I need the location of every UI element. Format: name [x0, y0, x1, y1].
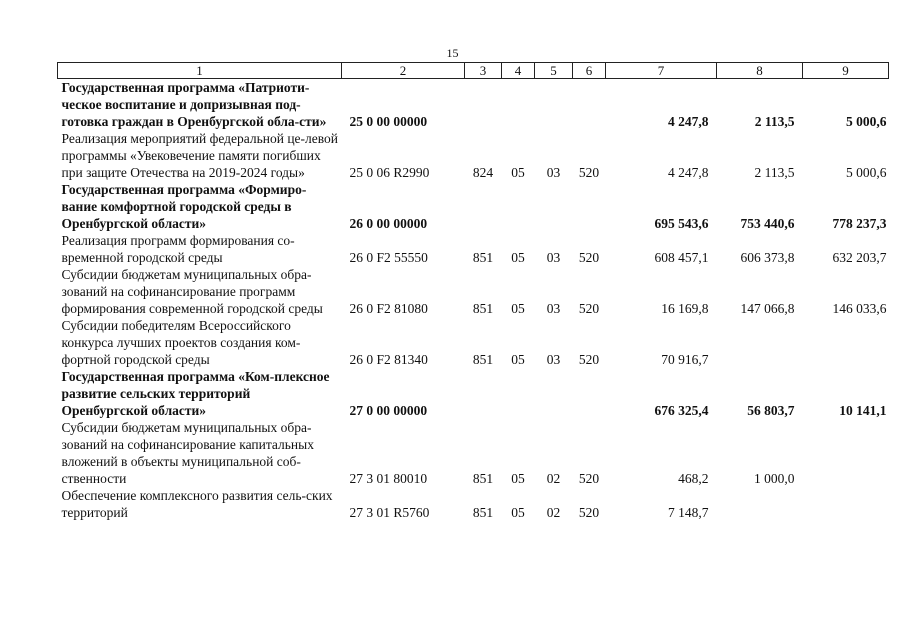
column-header: 3 [465, 63, 502, 79]
row-value-cell: 676 325,4 [654, 403, 709, 418]
row-value-cell [803, 487, 889, 521]
budget-table [57, 62, 889, 521]
row-code-cell: 27 3 01 R5760 [349, 505, 430, 520]
row-expense-type-cell: 520 [578, 505, 600, 520]
row-subsection-cell: 02 [546, 471, 561, 486]
row-code-cell: 25 0 00 00000 [349, 114, 428, 129]
row-name-cell: Реализация мероприятий федеральной це-левой программы «Увековечение памяти погибших при защите Отечества на 2019-2024 годы» [61, 131, 339, 180]
row-code-cell: 25 0 06 R2990 [349, 165, 430, 180]
row-name-cell: Субсидии бюджетам муниципальных обра-зований на софинансирование программ формирования современной городской среды [61, 267, 323, 316]
row-value-cell: 753 440,6 [740, 216, 795, 231]
column-header: 1 [58, 63, 342, 79]
row-expense-type-cell [573, 181, 606, 232]
row-value-cell [717, 317, 803, 368]
row-value-cell: 146 033,6 [832, 301, 887, 316]
row-value-cell: 2 113,5 [754, 165, 795, 180]
row-subsection-cell [535, 368, 573, 419]
row-section-cell: 05 [511, 165, 525, 180]
row-section-cell [502, 79, 535, 131]
row-code-cell: 26 0 F2 55550 [349, 250, 428, 265]
row-section-cell: 05 [511, 301, 525, 316]
row-value-cell: 2 113,5 [754, 114, 795, 129]
row-value-cell: 10 141,1 [839, 403, 887, 418]
table-row [58, 232, 889, 266]
column-header: 6 [573, 63, 606, 79]
row-value-cell: 632 203,7 [832, 250, 887, 265]
row-name-cell: Реализация программ формирования со-временной городской среды [61, 233, 295, 265]
row-value-cell: 5 000,6 [846, 114, 887, 129]
row-expense-type-cell: 520 [578, 250, 600, 265]
row-value-cell: 147 066,8 [740, 301, 795, 316]
row-value-cell: 56 803,7 [747, 403, 795, 418]
row-subsection-cell: 03 [546, 352, 561, 367]
row-value-cell: 778 237,3 [832, 216, 887, 231]
row-section-cell: 05 [511, 471, 525, 486]
row-value-cell: 16 169,8 [661, 301, 709, 316]
table-row [58, 419, 889, 487]
row-grbs-cell: 851 [472, 301, 494, 316]
row-value-cell [803, 317, 889, 368]
row-value-cell: 606 373,8 [740, 250, 795, 265]
row-value-cell: 695 543,6 [654, 216, 709, 231]
row-grbs-cell [465, 368, 502, 419]
row-grbs-cell: 851 [472, 471, 494, 486]
table-row [58, 368, 889, 419]
row-value-cell: 5 000,6 [846, 165, 887, 180]
table-row [58, 130, 889, 181]
table-row [58, 487, 889, 521]
row-value-cell [803, 419, 889, 487]
row-subsection-cell: 03 [546, 301, 561, 316]
row-expense-type-cell: 520 [578, 471, 600, 486]
row-name-cell: Государственная программа «Патриоти-ческое воспитание и допризывная под-готовка граждан в Оренбургской обла-сти» [61, 80, 327, 129]
row-code-cell: 27 3 01 80010 [349, 471, 428, 486]
row-section-cell [502, 181, 535, 232]
row-grbs-cell: 824 [472, 165, 494, 180]
row-subsection-cell: 02 [546, 505, 561, 520]
row-name-cell: Субсидии победителям Всероссийского конкурса лучших проектов создания ком-фортной городской среды [61, 318, 301, 367]
row-code-cell: 27 0 00 00000 [349, 403, 428, 418]
row-section-cell: 05 [511, 505, 525, 520]
row-grbs-cell: 851 [472, 505, 494, 520]
row-subsection-cell: 03 [546, 165, 561, 180]
row-grbs-cell: 851 [472, 352, 494, 367]
page-number: 15 [446, 46, 459, 60]
row-name-cell: Государственная программа «Ком-плексное развитие сельских территорий Оренбургской области» [61, 369, 330, 418]
row-value-cell: 4 247,8 [668, 114, 709, 129]
row-value-cell: 70 916,7 [661, 352, 709, 367]
row-value-cell: 4 247,8 [668, 165, 709, 180]
column-header: 5 [535, 63, 573, 79]
row-name-cell: Обеспечение комплексного развития сель-ских территорий [61, 488, 333, 520]
row-value-cell: 1 000,0 [754, 471, 795, 486]
row-subsection-cell: 03 [546, 250, 561, 265]
row-subsection-cell [535, 181, 573, 232]
row-code-cell: 26 0 00 00000 [349, 216, 428, 231]
row-grbs-cell [465, 79, 502, 131]
column-header: 2 [342, 63, 465, 79]
column-header: 4 [502, 63, 535, 79]
row-expense-type-cell: 520 [578, 301, 600, 316]
row-value-cell: 7 148,7 [668, 505, 709, 520]
row-name-cell: Государственная программа «Формиро-вание комфортной городской среды в Оренбургской области» [61, 182, 307, 231]
row-expense-type-cell [573, 79, 606, 131]
table-row [58, 317, 889, 368]
table-row [58, 79, 889, 131]
row-name-cell: Субсидии бюджетам муниципальных обра-зований на софинансирование капитальных вложений в объекты муниципальной соб-ственности [61, 420, 314, 486]
table-row [58, 266, 889, 317]
column-header: 8 [717, 63, 803, 79]
column-header: 9 [803, 63, 889, 79]
row-expense-type-cell: 520 [578, 165, 600, 180]
row-expense-type-cell: 520 [578, 352, 600, 367]
row-code-cell: 26 0 F2 81340 [349, 352, 428, 367]
table-row [58, 181, 889, 232]
row-value-cell: 608 457,1 [654, 250, 709, 265]
row-subsection-cell [535, 79, 573, 131]
column-header: 7 [606, 63, 717, 79]
row-grbs-cell [465, 181, 502, 232]
row-value-cell: 468,2 [678, 471, 709, 486]
table-header-row [58, 63, 889, 79]
row-grbs-cell: 851 [472, 250, 494, 265]
row-section-cell: 05 [511, 250, 525, 265]
row-value-cell [717, 487, 803, 521]
row-code-cell: 26 0 F2 81080 [349, 301, 428, 316]
row-section-cell: 05 [511, 352, 525, 367]
row-expense-type-cell [573, 368, 606, 419]
row-section-cell [502, 368, 535, 419]
